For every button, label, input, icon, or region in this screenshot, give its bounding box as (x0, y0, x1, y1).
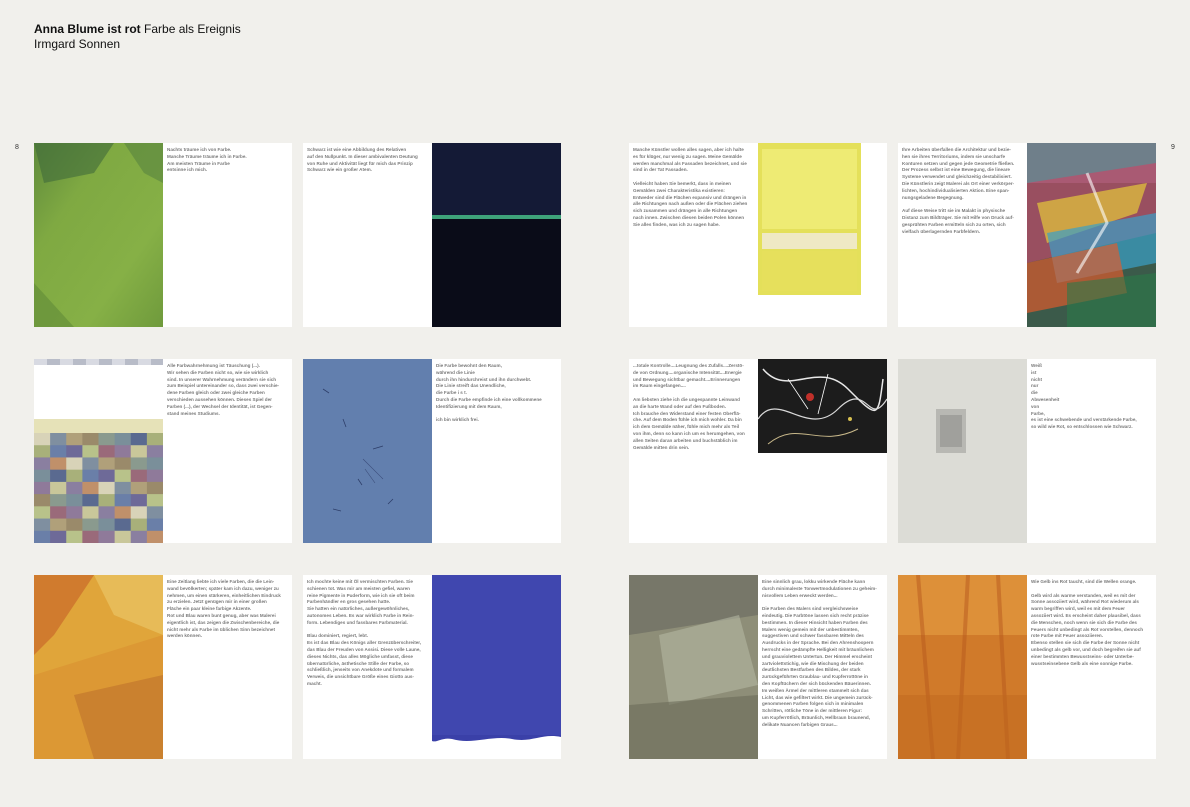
painting-drip-image (758, 359, 887, 543)
spread-card-9 (34, 575, 292, 759)
card-text: Manche Künstler wollen alles sagen, aber ich halte es für klüger, nur wenig zu sagen. Meine Gemälde werden manchmal als Fassaden bezeichnet, und sie sind in der Tat Fassaden. Vielleicht haben Sie bemerkt, dass in meinen Gemälden zwei Charakteristika existieren: Entweder sind die Flächen expansiv und drängen in alle Richtungen nach außen oder die Flächen ziehen sich zusammen und drängen in alle Richtungen nach innen. Zwischen diesen beiden Polen können Sie alles finden, was ich zu sagen habe. (633, 147, 748, 227)
page-number-left: 8 (15, 144, 19, 151)
spread-card-8 (898, 359, 1156, 543)
title-bold: Anna Blume ist rot (34, 22, 141, 36)
painting-blue-image (303, 359, 432, 543)
painting-white-image (898, 359, 1027, 543)
spread-card-4 (898, 143, 1156, 327)
card-text: ...totale Kontrolle....Leugnung des Zufalls....Zerstö- de von Ordnung....organische Intensität....Energie und Bewegung sichtbar gemacht....Erinnerungen im Raum eingefangen.... Am liebsten ziehe ich die ungespannte Leinwand an die harte Wand oder auf den Fußboden. Ich brauche den Widerstand einer festen Oberflä- che. Auf dem Boden fühle ich mich wohler. Da bin ich dem Gemälde näher, fühle mich mehr als Teil von ihm, denn so kann ich um es herumgehen, von allen Seiten daran arbeiten und buchstäblich im Gemälde mitten drin sein. (633, 363, 745, 450)
painting-green-image (34, 143, 163, 327)
painting-grey-image (629, 575, 758, 759)
spread-card-5 (34, 359, 292, 543)
card-text: Nachts träume ich von Farbe. Manche Träume träume ich in Farbe. Am meisten Träume in Farbe entsinne ich mich. (167, 147, 247, 173)
card-text: Alle Farbwahrnehmung ist Täuschung (...). Wir sehen die Farben nicht so, wie sie wirklich sind. In unserer Wahrnehmung verändern sie sich zum Beispiel untereinander so, dass zwei verschie- dene Farben gleich oder zwei gleiche Farben verschieden aussehen können. Dieses Spiel der Farben (...), der Wechsel der Identität, ist Gegen- stand meines Studiums. (167, 363, 280, 416)
card-text: Weiß ist nicht nur die Abwesenheit von Farbe, es ist eine schwebende und verstärkende Farbe, so wild wie Rot, so entschlossen wie Schwarz. (1031, 363, 1137, 430)
title-subtitle: Farbe als Ereignis (144, 22, 241, 36)
painting-blue-texture-image (432, 575, 561, 759)
color-grid-image (34, 359, 163, 543)
spread-card-12 (898, 575, 1156, 759)
book-header (34, 22, 241, 52)
painting-amber-image (898, 575, 1027, 759)
page-number-right: 9 (1171, 144, 1175, 151)
card-text: Ich mochte keine mit Öl vermischten Farben. Sie schienen tot. Was mir am meisten gefiel, waren reine Pigmente in Puderform, wie ich sie oft beim Farbenhändler en gros gesehen hatte. Sie hatten ein natürliches, außergewöhnliches, autonomes Leben. Es war wirklich Farbe in Rein- form. Lebendiges und fassbares Farbmaterial. Blau dominiert, regiert, lebt. Es ist das Blau des Königs aller Grenzüberschreiter, das Blau der Freuden von Assisi. Diese volle Laune, dieses Nichts, das alles Mögliche umfasst, diese übernatürliche, ästhetische Stille der Farbe, so schließlich, jenseits von Anekdote und formalem Verweis, die unsichtbare Größe eines Giotto aus- macht. (307, 579, 422, 686)
card-text: Wie Gelb ins Rot taucht, sind die Wellen orange. Gelb wird als warme verstanden, weil es mit der Sonne assoziiert wird, während Rot wiederum als warm begriffen wird, weil es mit dem Feuer assoziiert wird. Es erscheint daher plausibel, dass die Menschen, noch wenn sie sich die Farbe des Feuers nicht unbedingt als Rot vorstellen, dennoch rote Farbe mit Feuer assoziieren. Ebenso stellen sie sich die Farbe der Sonne nicht unbedingt als gelb vor, und doch begreifen sie auf einer bestimmten Bewusstseins- oder Unterbe- wusstseinsebene Gelb als eine sonnige Farbe. (1031, 579, 1144, 666)
title-line (34, 22, 241, 37)
card-text: Ihre Arbeiten überfallen die Architektur und bezie- hen sie ihres Territoriums, indem sie unscharfe Konturen setzen und gegen jede Geometrie fließen. Der Prozess selbst ist eine Bewegung, die lineare Systeme verwendet und gleichzeitig destabilisiert. Die Künstlerin zeigt Malerei als Ort einer verkörper- lichten, hochindividualisierten Aktion. Eine span- nungsgeladene Begegnung. Auf diese Weise tritt sie im Malakt in physische Distanz zum Bildträger. Sie mit Hilfe von Druck auf- gesprühten Farben ermitteln sich zu orten, sich vielfach überlagernden Farbfeldern. (902, 147, 1015, 234)
painting-yellow-image (758, 143, 887, 327)
spread-card-10 (303, 575, 561, 759)
card-text: Schwarz ist wie eine Abbildung des Relativen auf den Nullpunkt. In dieser ambivalenten Deutung von Ruhe und Aktivität liegt für mich das Prinzip Schwarz wie ein großer Atem. (307, 147, 418, 173)
painting-black-image (432, 143, 561, 327)
spread-card-3 (629, 143, 887, 327)
card-text: Eine sinnlich grau, lokku wirkende Fläche kann durch minimaleste Tonwertmodulationen zu geheim- nisvollem Leben erweckt werden... Die Farben des Malers sind vergleichsweise eindeutig. Die Farbtöne lassen sich recht präzise bestimmen. In dieser Hinsicht haben Farben des Malers wenig gemein mit der unbestimmten, suggestiven und schwer fassbaren Mitteln des Ausdrucks in der Sprache. Bei den Ahrenshoopern herrscht eine gedämpfte Helligkeit mit bräunlichem und grauviolettem Untertun. Der Himmel erscheint zartviolettstichig, wie die Mischung der beiden deutlichsten Bestfarben des Bildes, der stark zurückgeführten Graublau- und Kupferrottöne in den Kopftüchern der sich bückenden Bäuerinnen. Im weißen Ärmel der mittleren stammelt sich das Licht, das wie gefiltert wirkt. Die ungemein zurück- genommenen Farben folgen sich in minimalen Schritten, rötliche Töne in der mittleren Figur: um Kupferrötlich, Bräunlich, Hellbraun braunend, delikate Nuancen farbigen Graus... (762, 579, 877, 727)
spread-card-11 (629, 575, 887, 759)
spread-card-2 (303, 143, 561, 327)
card-text: Eine Zeitlang liebte ich viele Farben, die die Lein- wand bevölkerten; später kam ich dazu, weniger zu nehmen, um einen stärkeren, einheitlichen Eindruck zu erzielen. Jetzt genügen mir in einer großen Fläche ein paar kleine farbige Akzente. Rot und Blau waren bunt genug, aber was Malerei eigentlich ist, das zeigen die Zwischenbereiche, die nicht mehr als Farbe im üblichen Sinn bezeichnet werden können. (167, 579, 281, 639)
spread-card-7 (629, 359, 887, 543)
painting-orange-image (34, 575, 163, 759)
spread-card-1 (34, 143, 292, 327)
card-text: Die Farbe bewohnt den Raum, während die Linie durch ihn hindurchreist und ihn durchwebt. Die Linie streift das Unendliche, die Farbe i s t. Durch die Farbe empfinde ich eine vollkommene Identifizierung mit dem Raum, ich bin wirklich frei. (436, 363, 542, 423)
painting-colorful-image (1027, 143, 1156, 327)
spread-card-6 (303, 359, 561, 543)
author: Irmgard Sonnen (34, 37, 121, 51)
